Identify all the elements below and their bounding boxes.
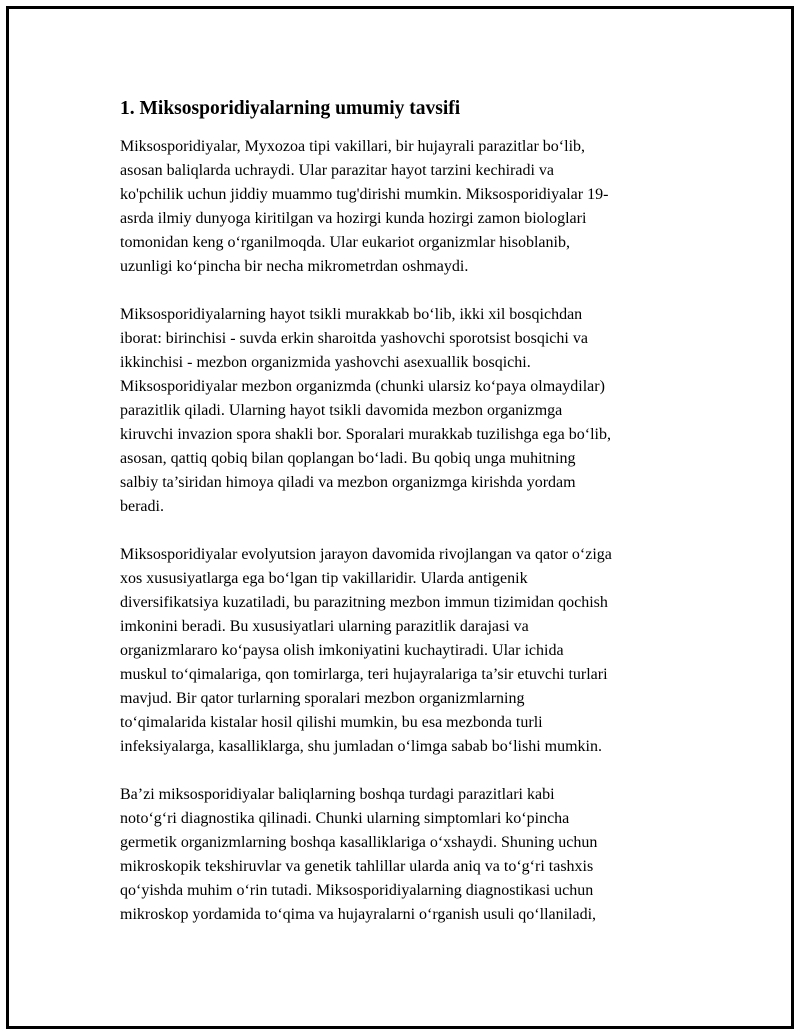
paragraph-1: Miksosporidiyalar, Myxozoa tipi vakillari, bir hujayrali parazitlar bo‘lib, asosan baliqlarda uchraydi. Ular parazitar hayot tarzini kechiradi va ko'pchilik uchun jiddiy muammo tug'dirishi mumkin. Miksosporidiyalar 19- asrda ilmiy dunyoga kiritilgan va hozirgi kunda hozirgi zamon biologlari tomonidan keng o‘rganilmoqda. Ular eukariot organizmlar hisoblanib, uzunligi ko‘pincha bir necha mikrometrdan oshmaydi. xyxy=(120,138,609,275)
paragraph-2: Miksosporidiyalarning hayot tsikli murakkab bo‘lib, ikki xil bosqichdan iborat: birinchisi - suvda erkin sharoitda yashovchi sporotsist bosqichi va ikkinchisi - mezbon organizmida yashovchi asexuallik bosqichi. Miksosporidiyalar mezbon organizmda (chunki ularsiz ko‘paya olmaydilar) parazitlik qiladi. Ularning hayot tsikli davomida mezbon organizmga kiruvchi invazion spora shakli bor. Sporalari murakkab tuzilishga ega bo‘lib, asosan, qattiq qobiq bilan qoplangan bo‘ladi. Bu qobiq unga muhitning salbiy ta’siridan himoya qiladi va mezbon organizmga kirishda yordam beradi. xyxy=(120,306,611,515)
document-body xyxy=(120,97,700,951)
paragraph-4: Ba’zi miksosporidiyalar baliqlarning boshqa turdagi parazitlari kabi noto‘g‘ri diagnostika qilinadi. Chunki ularning simptomlari ko‘pincha germetik organizmlarning boshqa kasalliklariga o‘xshaydi. Shuning uchun mikroskopik tekshiruvlar va genetik tahlillar ularda aniq va to‘g‘ri tashxis qo‘yishda muhim o‘rin tutadi. Miksosporidiyalarning diagnostikasi uchun mikroskop yordamida to‘qima va hujayralarni o‘rganish usuli qo‘llaniladi, xyxy=(120,786,598,923)
page-frame xyxy=(6,6,794,1029)
paragraph-3: Miksosporidiyalar evolyutsion jarayon davomida rivojlangan va qator o‘ziga xos xususiyatlarga ega bo‘lgan tip vakillaridir. Ularda antigenik diversifikatsiya kuzatiladi, bu parazitning mezbon immun tizimidan qochish imkonini beradi. Bu xususiyatlari ularning parazitlik darajasi va organizmlararo ko‘paysa olish imkoniyatini kuchaytiradi. Ular ichida muskul to‘qimalariga, qon tomirlarga, teri hujayralariga ta’sir etuvchi turlari mavjud. Bir qator turlarning sporalari mezbon organizmlarning to‘qimalarida kistalar hosil qilishi mumkin, bu esa mezbonda turli infeksiyalarga, kasalliklarga, shu jumladan o‘limga sabab bo‘lishi mumkin. xyxy=(120,546,612,755)
section-heading: 1. Miksosporidiyalarning umumiy tavsifi xyxy=(120,98,461,119)
